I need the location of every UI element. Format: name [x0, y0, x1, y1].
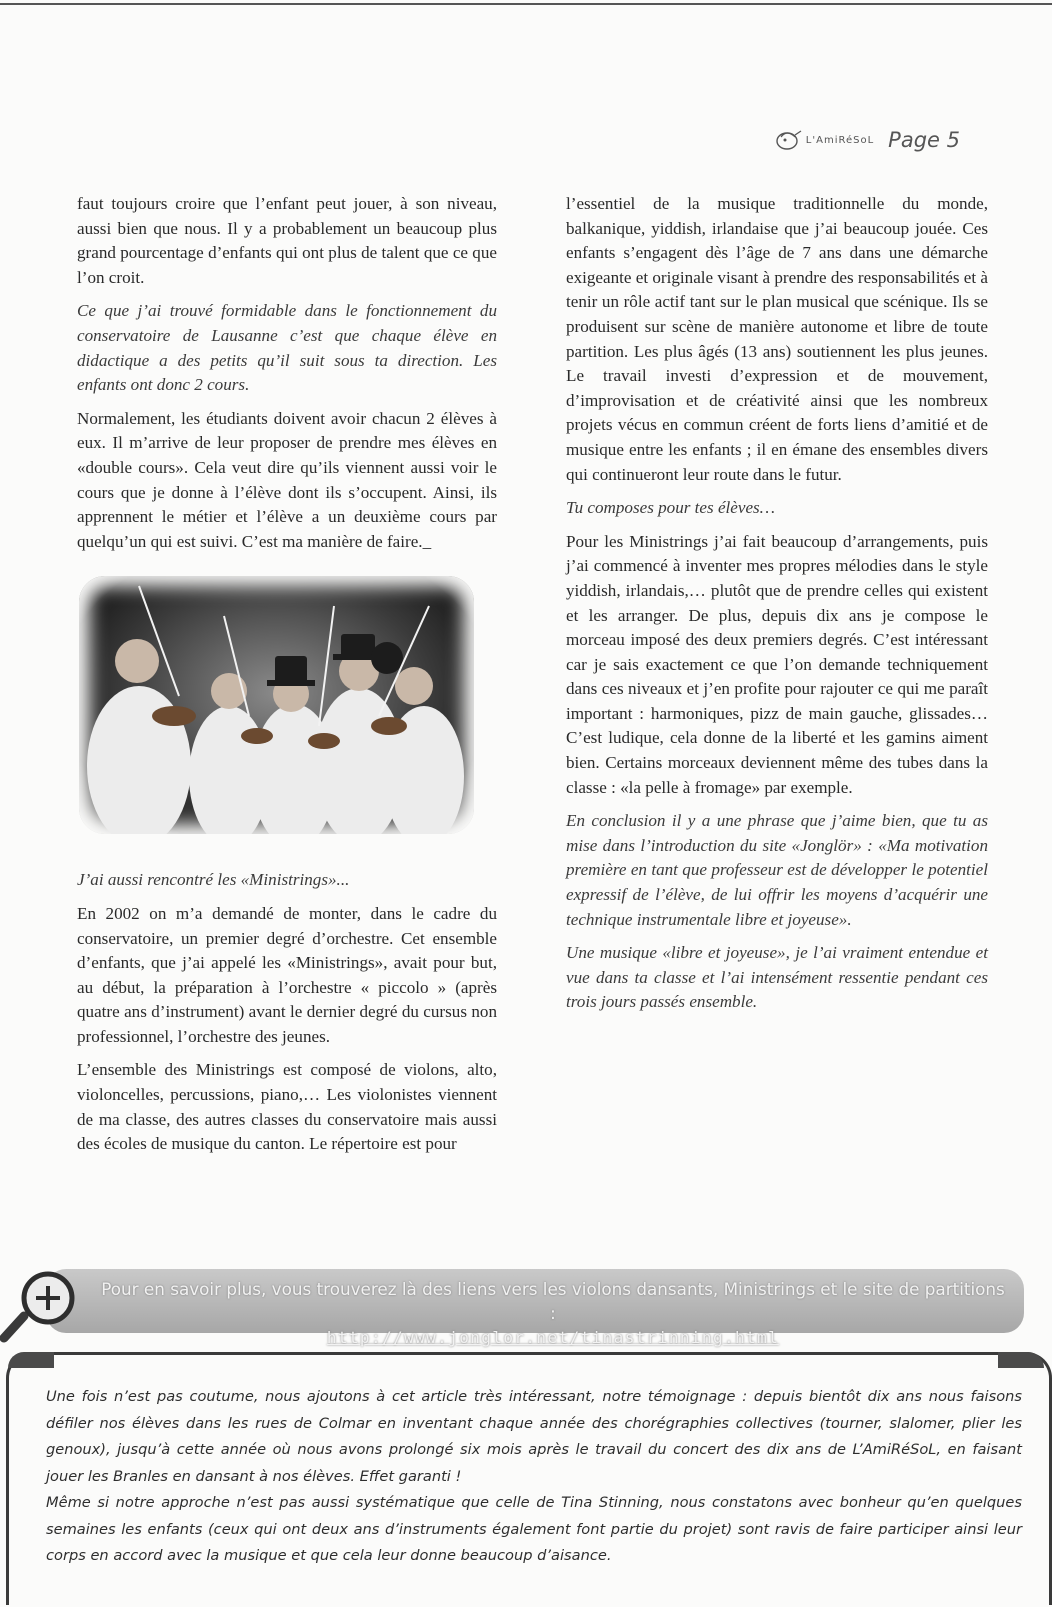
- ministrings-photo: [79, 576, 474, 834]
- logo-icon: [775, 129, 803, 151]
- magnifier-plus-icon: [0, 1266, 82, 1346]
- right-column-paragraph: Une musique «libre et joyeuse», je l’ai vraiment entendue et vue dans ta classe et l’ai intensément ressentie pendant ces trois jours passés ensemble.: [566, 943, 988, 1012]
- right-column-paragraph: Tu composes pour tes élèves…: [566, 498, 775, 518]
- page-number: Page 5: [888, 128, 960, 152]
- left-column-paragraph: Ce que j’ai trouvé formidable dans le fonctionnement du conservatoire de Lausanne c’est que chaque élève en didactique a des petits qu’il suit sous ta direction. Les enfants ont donc 2 cours.: [77, 301, 497, 395]
- more-info-bar: [46, 1269, 1024, 1347]
- testimony-paragraph-2: Même si notre approche n’est pas aussi systématique que celle de Tina Stinning, nous constatons avec bonheur qu’en quelques semaines les enfants (ceux qui ont deux ans d’instruments également font partie du projet) sont ravis de faire participer ainsi leur corps en accord avec la musique et que cela leur donne beaucoup d’aisance.: [46, 1494, 1022, 1564]
- left-column-paragraph: faut toujours croire que l’enfant peut jouer, à son niveau, aussi bien que nous. Il y a probablement un beaucoup plus grand pourcentage d’enfants qui ont plus de talent que ce que l’on croit.: [77, 194, 497, 287]
- box-corner-right: [998, 1352, 1044, 1368]
- testimony-text: [46, 1384, 1022, 1570]
- left-column-paragraph: Normalement, les étudiants doivent avoir chacun 2 élèves à eux. Il m’arrive de leur proposer de prendre mes élèves en «double cours». Cela veut dire qu’ils viennent aussi voir le cours que je donne à l’élève dont ils s’occupent. Ainsi, ils apprennent le métier et l’élève a un deuxième cours par quelqu’un qui est suivi. C’est ma manière de faire._: [77, 408, 497, 551]
- right-column-paragraph: l’essentiel de la musique traditionnelle du monde, balkanique, yiddish, irlandaise que j’ai beaucoup jouée. Ces enfants s’engagent dès l’âge de 7 ans dans une démarche exigeante et originale visant à prendre des responsabilités et à tenir un rôle actif tant sur le plan musical que scénique. Ils se produisent sur scène de manière autonome et libre de toute partition. Les plus âgés (13 ans) soutiennent les plus jeunes. Le travail investi d’expression et de mouvement, d’improvisation et de créativité ainsi que les nombreux projets vécus en commun créent de forts liens d’amitié et de musique entre les enfants ; il en émane des ensembles divers qui continueront leur route dans le futur.: [566, 194, 988, 484]
- more-info-text: [98, 1277, 1008, 1350]
- left-column-after-photo-paragraph: J’ai aussi rencontré les «Ministrings»...: [77, 870, 350, 890]
- left-column-after-photo-paragraph: L’ensemble des Ministrings est composé de violons, alto, violoncelles, percussions, piano,… Les violonistes viennent de ma classe, des autres classes du conservatoire mais aussi des écoles de musique du canton. Le répertoire est pour: [77, 1060, 497, 1154]
- box-corner-left: [8, 1352, 54, 1368]
- right-column-paragraph: Pour les Ministrings j’ai fait beaucoup d’arrangements, puis j’ai commencé à inventer mes propres mélodies dans le style yiddish, irlandais,… plutôt que de prendre celles qui existent et les arranger. De plus, depuis dix ans je compose le morceau imposé des deux premiers degrés. C’est intéressant car je sais exactement ce que l’on demande techniquement dans ces niveaux et j’en profite pour rajouter ce qui me paraît important : harmoniques, pizz de main gauche, glissades…C’est ludique, cela donne de la liberté et les gamins aiment bien. Certains morceaux deviennent même des tubes dans la classe : «la pelle à fromage» par exemple.: [566, 531, 988, 797]
- top-rule: [0, 3, 1052, 5]
- page-header: [775, 128, 960, 152]
- left-column: [77, 192, 497, 1166]
- jonglor-link[interactable]: http://www.jonglor.net/tinastrinning.html: [326, 1328, 780, 1347]
- violinists-illustration: [79, 576, 474, 834]
- left-column-after-photo-paragraph: En 2002 on m’a demandé de monter, dans le cadre du conservatoire, un premier degré d’orchestre. Cet ensemble d’enfants, que j’ai appelé les «Ministrings», avait pour but, au début, la préparation à l’orchestre « piccolo » (après quatre ans d’instrument) avant le dernier degré du cursus non professionnel, l’orchestre des jeunes.: [77, 903, 497, 1046]
- testimony-paragraph-1: Une fois n’est pas coutume, nous ajoutons à cet article très intéressant, notre témoignage : depuis bientôt dix ans nous faisons défiler nos élèves dans les rues de Colmar en inventant chaque année des chorégraphies collectives (tourner, slalomer, plier les genoux), jusqu’à cette année où nous avons prolongé six mois après le travail du concert des dix ans de L’AmiRéSoL, en faisant jouer les Branles en dansant à nos élèves. Effet garanti !: [46, 1388, 1022, 1485]
- right-column: [566, 192, 988, 1024]
- logo-text: L'AmiRéSoL: [805, 134, 875, 146]
- more-info-caption: Pour en savoir plus, vous trouverez là des liens vers les violons dansants, Ministrings et le site de partitions :: [101, 1279, 1005, 1323]
- amiresol-logo: [775, 129, 874, 151]
- right-column-paragraph: En conclusion il y a une phrase que j’aime bien, que tu as mise dans l’introduction du site «Jonglör» : «Ma motivation première en tant que professeur est de développer le potentiel expressif de l’élève, de lui offrir les moyens d’acquérir une technique instrumentale libre et joyeuse».: [566, 811, 988, 929]
